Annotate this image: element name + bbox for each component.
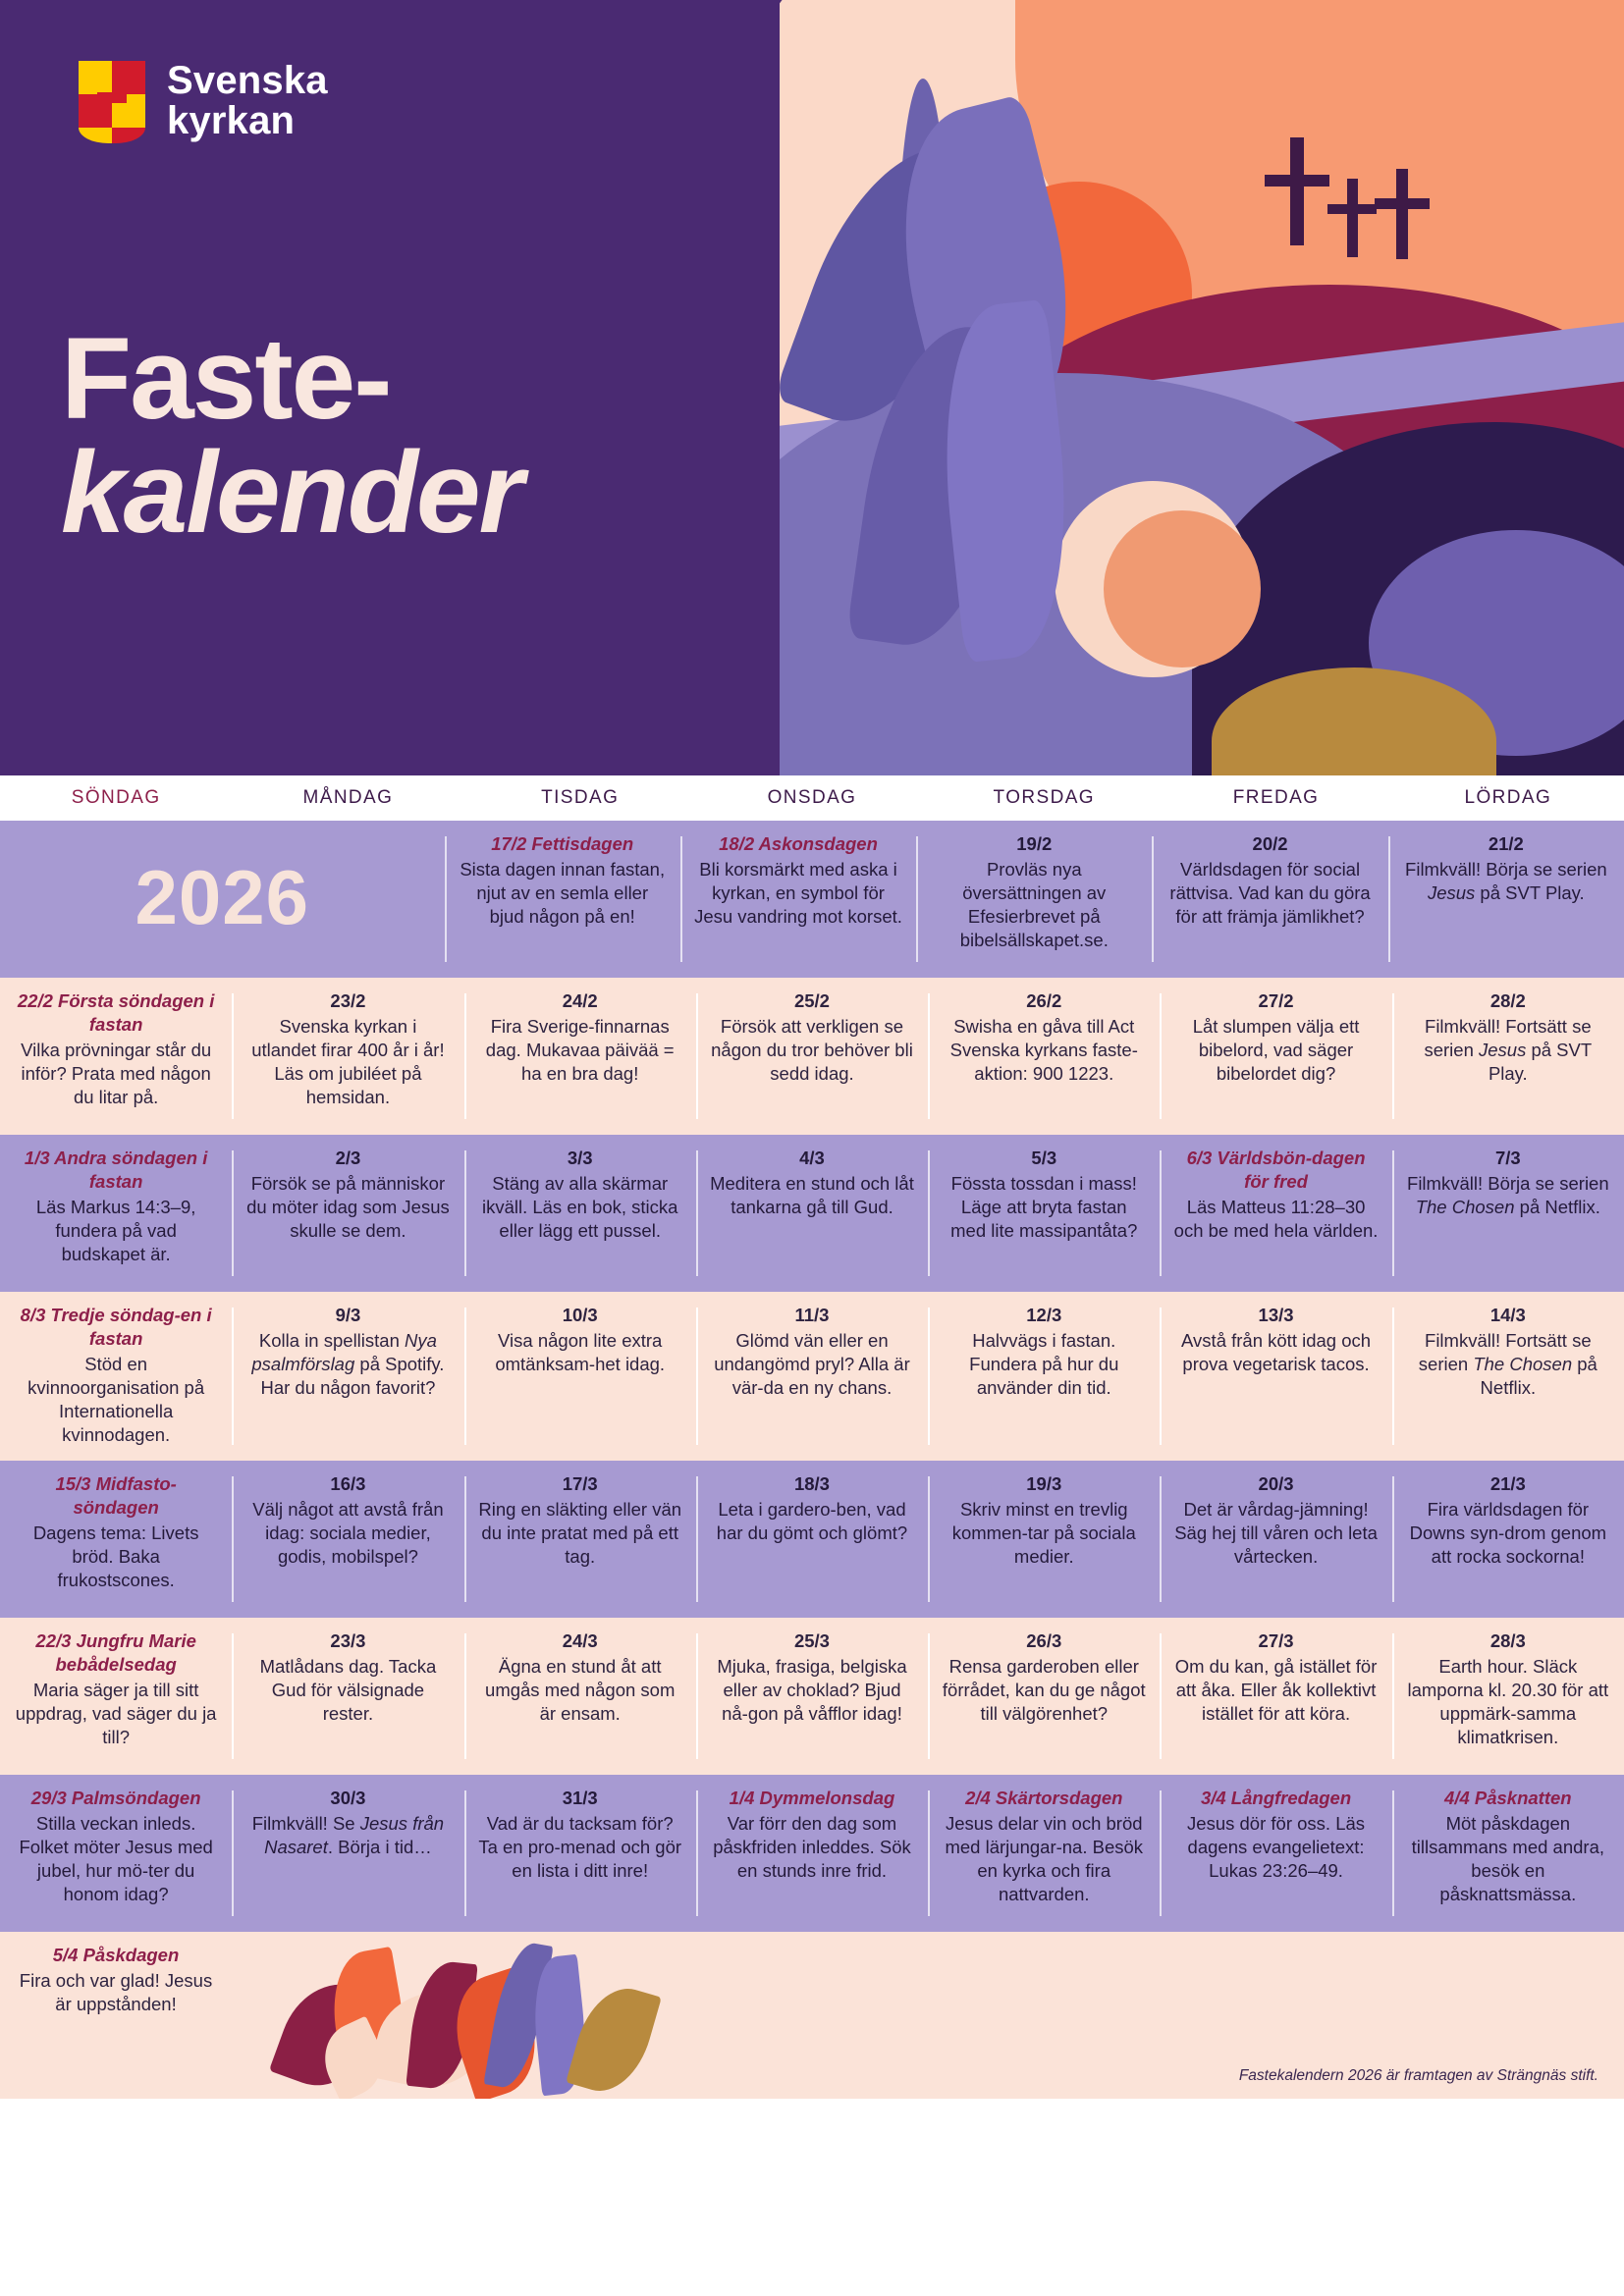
calendar-cell — [696, 1618, 928, 1775]
cell-text: Dagens tema: Livets bröd. Baka frukostscones. — [32, 1522, 199, 1591]
cell-text: Vilka prövningar står du inför? Prata med någon du litar på. — [21, 1040, 212, 1108]
calendar-cell — [916, 821, 1152, 978]
cell-text: Maria säger ja till sitt uppdrag, vad säger du ja till? — [15, 1680, 217, 1748]
cell-text: Stilla veckan inleds. Folket möter Jesus med jubel, hur mö-ter du honom idag? — [19, 1813, 213, 1905]
page-title — [61, 314, 522, 559]
cell-text: Provläs nya översättningen av Efesierbrevet på bibelsällskapet.se. — [959, 859, 1109, 951]
cell-text: Fira och var glad! Jesus är uppstånden! — [19, 1970, 213, 2015]
cell-text: Filmkväll! Börja se serien The Chosen på Netflix. — [1407, 1173, 1609, 1218]
cell-date: 8/3 Tredje söndag-en i fastan — [20, 1305, 212, 1350]
calendar-cell — [1392, 1461, 1624, 1618]
calendar-cell — [0, 1461, 232, 1618]
cell-date: 28/2 — [1489, 990, 1526, 1011]
cell-text: Var förr den dag som påskfriden inleddes. Sök en stunds inre frid. — [713, 1813, 911, 1882]
cross-icon — [1265, 175, 1329, 187]
cell-date: 2/4 Skärtorsdagen — [965, 1788, 1123, 1809]
calendar-cell — [696, 978, 928, 1135]
calendar-cell — [696, 1461, 928, 1618]
cell-text: Fössta tossdan i mass! Läge att bryta fastan med lite massipantåta? — [950, 1173, 1138, 1242]
palm-leaf-icon — [839, 79, 1133, 707]
cell-date: 4/4 Påsknatten — [1444, 1788, 1572, 1809]
year-cell — [0, 821, 445, 978]
calendar-cell — [928, 1292, 1160, 1461]
cell-date: 27/2 — [1258, 990, 1294, 1011]
calendar-cell — [1160, 1461, 1391, 1618]
cell-date: 10/3 — [562, 1305, 598, 1325]
cell-text: Vad är du tacksam för? Ta en pro-menad och gör en lista i ditt inre! — [478, 1813, 682, 1882]
weekday-label-2: TISDAG — [541, 787, 620, 808]
cell-text: Sista dagen innan fastan, njut av en semla eller bjud någon på en! — [460, 859, 666, 928]
cell-date: 12/3 — [1026, 1305, 1062, 1325]
cell-date: 20/2 — [1252, 833, 1288, 854]
calendar-cell — [232, 1775, 463, 1932]
cell-date: 20/3 — [1258, 1473, 1294, 1495]
cell-text: Filmkväll! Börja se serien Jesus på SVT Play. — [1405, 859, 1607, 904]
calendar-cell — [696, 1292, 928, 1461]
cross-icon — [1290, 137, 1304, 245]
cell-date: 2/3 — [335, 1148, 361, 1168]
cell-date: 26/2 — [1026, 990, 1062, 1011]
cell-date: 6/3 Världsbön-dagen för fred — [1186, 1148, 1366, 1193]
cell-date: 14/3 — [1489, 1305, 1526, 1325]
cell-date: 1/4 Dymmelonsdag — [729, 1788, 895, 1809]
cell-date: 15/3 Midfasto-söndagen — [55, 1473, 177, 1519]
weekday-label-4: TORSDAG — [993, 787, 1095, 808]
svenska-kyrkan-logo — [79, 61, 328, 141]
cell-text: Jesus delar vin och bröd med lärjungar-na. Besök en kyrka och fira nattvarden. — [945, 1813, 1144, 1905]
calendar-week-row — [0, 1618, 1624, 1775]
weekday-label-5: FREDAG — [1232, 787, 1320, 808]
title-line-2: kalender — [61, 428, 522, 559]
weekday-label-3: ONSDAG — [767, 787, 857, 808]
calendar-cell — [680, 821, 916, 978]
cell-text: Ägna en stund åt att umgås med någon som är ensam. — [485, 1656, 676, 1725]
cell-text: Ring en släkting eller vän du inte pratat med på ett tag. — [478, 1499, 682, 1568]
cell-date: 13/3 — [1258, 1305, 1294, 1325]
cell-date: 21/3 — [1489, 1473, 1526, 1495]
calendar-cell — [1392, 1292, 1624, 1461]
calendar-cell — [0, 1135, 232, 1292]
cell-text: Leta i gardero-ben, vad har du gömt och glömt? — [716, 1499, 908, 1544]
cell-date: 30/3 — [330, 1788, 366, 1809]
calendar-cell — [1160, 1775, 1391, 1932]
cell-text: Filmkväll! Se Jesus från Nasaret. Börja i tid… — [251, 1813, 445, 1858]
cell-date: 9/3 — [335, 1305, 361, 1325]
cell-date: 27/3 — [1258, 1630, 1294, 1652]
cell-date: 25/2 — [793, 990, 830, 1011]
brand-line-1: Svenska — [167, 59, 328, 103]
cell-date: 28/3 — [1489, 1630, 1526, 1652]
calendar-week-row — [0, 1461, 1624, 1618]
cell-date: 17/2 Fettisdagen — [491, 833, 634, 854]
calendar-cell — [0, 1932, 232, 2099]
cell-date: 5/3 — [1031, 1148, 1057, 1168]
cell-date: 5/4 Påskdagen — [52, 1945, 180, 1966]
calendar-cell — [464, 1292, 696, 1461]
calendar-cell — [928, 978, 1160, 1135]
calendar-cell — [1160, 1618, 1391, 1775]
cell-date: 3/3 — [567, 1148, 593, 1168]
title-line-1: Faste- — [61, 314, 391, 444]
weekday-label-0: SÖNDAG — [71, 787, 161, 808]
cell-text: Fira världsdagen för Downs syn-drom genom att rocka sockorna! — [1409, 1499, 1607, 1568]
calendar-week-row — [0, 821, 1624, 978]
cell-text: Earth hour. Släck lamporna kl. 20.30 för att uppmärk-samma klimatkrisen. — [1407, 1656, 1609, 1748]
cell-text: Glömd vän eller en undangömd pryl? Alla är vär-da en ny chans. — [714, 1330, 910, 1399]
calendar-footer — [0, 1932, 1624, 2099]
calendar-week-row — [0, 1135, 1624, 1292]
calendar-cell — [928, 1775, 1160, 1932]
cell-date: 22/2 Första söndagen i fastan — [17, 990, 215, 1036]
cell-text: Försök se på människor du möter idag som Jesus skulle se dem. — [246, 1173, 450, 1242]
cell-text: Rensa garderoben eller förrådet, kan du ge något till välgörenhet? — [942, 1656, 1146, 1725]
calendar-cell — [464, 1618, 696, 1775]
calendar-cell — [1392, 1618, 1624, 1775]
cell-date: 19/3 — [1026, 1473, 1062, 1495]
cell-date: 4/3 — [799, 1148, 825, 1168]
calendar-cell — [928, 1618, 1160, 1775]
calendar-cell — [1392, 1135, 1624, 1292]
calendar-cell — [464, 1135, 696, 1292]
cell-date: 31/3 — [562, 1788, 598, 1809]
weekday-label-1: MÅNDAG — [302, 787, 394, 808]
brand-line-2: kyrkan — [167, 99, 296, 142]
brand-name — [167, 61, 328, 141]
calendar-cell — [1388, 821, 1624, 978]
calendar-cell — [445, 821, 680, 978]
cell-date: 23/2 — [330, 990, 366, 1011]
cell-text: Matlådans dag. Tacka Gud för välsignade rester. — [259, 1656, 437, 1725]
cell-text: Swisha en gåva till Act Svenska kyrkans faste-aktion: 900 1223. — [949, 1016, 1138, 1085]
calendar-cell — [0, 1775, 232, 1932]
calendar-cell — [696, 1775, 928, 1932]
cell-date: 18/2 Askonsdagen — [719, 833, 878, 854]
calendar-cell — [928, 1461, 1160, 1618]
cross-icon — [1327, 204, 1377, 214]
cell-date: 3/4 Långfredagen — [1200, 1788, 1352, 1809]
calendar-cell — [1392, 1775, 1624, 1932]
cell-text: Låt slumpen välja ett bibelord, vad säger bibelordet dig? — [1192, 1016, 1360, 1085]
calendar-cell — [464, 1461, 696, 1618]
cell-text: Välj något att avstå från idag: sociala medier, godis, mobilspel? — [252, 1499, 444, 1568]
cell-date: 23/3 — [330, 1630, 366, 1652]
cell-text: Visa någon lite extra omtänksam-het idag. — [495, 1330, 666, 1375]
cell-text: Möt påskdagen tillsammans med andra, besök en påsknattsmässa. — [1411, 1813, 1605, 1905]
cell-text: Svenska kyrkan i utlandet firar 400 år i år! Läs om jubiléet på hemsidan. — [251, 1016, 445, 1108]
calendar-cell — [464, 1775, 696, 1932]
cell-date: 24/3 — [562, 1630, 598, 1652]
cell-date: 16/3 — [330, 1473, 366, 1495]
calendar-cell — [0, 1292, 232, 1461]
shield-icon — [79, 61, 145, 141]
calendar-cell — [232, 978, 463, 1135]
calendar-cell — [232, 1135, 463, 1292]
cell-text: Filmkväll! Fortsätt se serien Jesus på SVT Play. — [1424, 1016, 1593, 1085]
calendar-grid — [0, 821, 1624, 1932]
cell-text: Avstå från kött idag och prova vegetarisk tacos. — [1181, 1330, 1372, 1375]
cell-text: Försök att verkligen se någon du tror behöver bli sedd idag. — [711, 1016, 913, 1085]
cell-text: Bli korsmärkt med aska i kyrkan, en symbol för Jesu vandring mot korset. — [694, 859, 902, 928]
cell-text: Kolla in spellistan Nya psalmförslag på Spotify. Har du någon favorit? — [251, 1330, 445, 1399]
cross-icon — [1375, 198, 1430, 209]
cell-date: 19/2 — [1016, 833, 1053, 854]
cell-date: 25/3 — [793, 1630, 830, 1652]
weekday-header — [0, 775, 1624, 821]
cell-date: 22/3 Jungfru Marie bebådelsedag — [35, 1630, 196, 1676]
cross-icon — [1396, 169, 1408, 259]
cell-date: 21/2 — [1488, 833, 1524, 854]
cell-date: 11/3 — [794, 1305, 830, 1325]
cell-text: Jesus dör för oss. Läs dagens evangelietext: Lukas 23:26–49. — [1187, 1813, 1366, 1882]
calendar-cell — [0, 978, 232, 1135]
calendar-cell — [1392, 978, 1624, 1135]
calendar-cell — [1160, 1135, 1391, 1292]
cell-text: Mjuka, frasiga, belgiska eller av choklad? Bjud nå-gon på våfflor idag! — [717, 1656, 907, 1725]
calendar-cell — [232, 1461, 463, 1618]
cell-date: 29/3 Palmsöndagen — [30, 1788, 201, 1809]
cell-text: Världsdagen för social rättvisa. Vad kan du göra för att främja jämlikhet? — [1169, 859, 1371, 928]
calendar-cell — [1152, 821, 1387, 978]
footer-illustration — [265, 1932, 776, 2099]
cell-date: 1/3 Andra söndagen i fastan — [24, 1148, 208, 1193]
calendar-cell — [928, 1135, 1160, 1292]
hero-illustration — [780, 0, 1624, 775]
calendar-cell — [232, 1618, 463, 1775]
cell-text: Halvvägs i fastan. Fundera på hur du använder din tid. — [969, 1330, 1119, 1399]
year-label: 2026 — [135, 854, 310, 941]
cell-date: 24/2 — [562, 990, 598, 1011]
calendar-week-row — [0, 1775, 1624, 1932]
cell-text: Det är vårdag-jämning! Säg hej till våren och leta vårtecken. — [1174, 1499, 1378, 1568]
calendar-week-row — [0, 1292, 1624, 1461]
weekday-label-6: LÖRDAG — [1464, 787, 1552, 808]
cell-text: Stöd en kvinnoorganisation på Internationella kvinnodagen. — [27, 1354, 205, 1446]
calendar-cell — [696, 1135, 928, 1292]
footer-credit: Fastekalendern 2026 är framtagen av Strängnäs stift. — [1238, 2067, 1598, 2085]
calendar-cell — [232, 1292, 463, 1461]
calendar-cell — [0, 1618, 232, 1775]
cross-icon — [1347, 179, 1358, 257]
cell-text: Fira Sverige-finnarnas dag. Mukavaa päivää = ha en bra dag! — [485, 1016, 675, 1085]
cell-text: Meditera en stund och låt tankarna gå till Gud. — [710, 1173, 914, 1218]
cell-date: 18/3 — [793, 1473, 830, 1495]
cell-text: Läs Matteus 11:28–30 och be med hela världen. — [1173, 1197, 1379, 1242]
calendar-cell — [1160, 978, 1391, 1135]
cell-date: 7/3 — [1494, 1148, 1521, 1168]
calendar-cell — [1160, 1292, 1391, 1461]
cell-date: 17/3 — [562, 1473, 598, 1495]
cell-text: Stäng av alla skärmar ikväll. Läs en bok, sticka eller lägg ett pussel. — [481, 1173, 678, 1242]
cell-text: Läs Markus 14:3–9, fundera på vad budskapet är. — [35, 1197, 196, 1265]
cell-text: Filmkväll! Fortsätt se serien The Chosen på Netflix. — [1418, 1330, 1597, 1399]
calendar-cell — [464, 978, 696, 1135]
hero-banner — [0, 0, 1624, 775]
cell-date: 26/3 — [1026, 1630, 1062, 1652]
cell-text: Skriv minst en trevlig kommen-tar på sociala medier. — [951, 1499, 1136, 1568]
calendar-week-row — [0, 978, 1624, 1135]
cell-text: Om du kan, gå istället för att åka. Eller åk kollektivt istället för att köra. — [1174, 1656, 1378, 1725]
